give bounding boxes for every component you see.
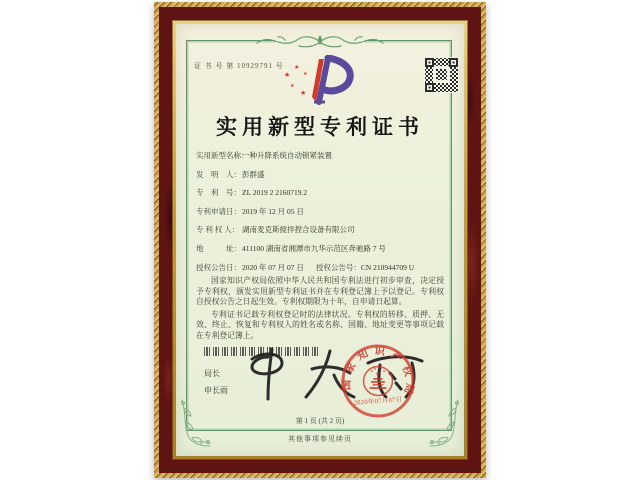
field-patentee <box>196 224 450 243</box>
legal-paragraph: 国家知识产权局依照中华人民共和国专利法进行初步审查，决定授予专利权，颁发实用新型专利证书并在专利登记簿上予以登记。专利权自授权公告之日起生效。专利权期限为十年，自申请日起算。 <box>196 276 444 307</box>
field-value: 湖南麦克斯搅拌捏合设备有限公司 <box>242 225 355 235</box>
svg-text:★: ★ <box>294 65 300 71</box>
field-label: 专 利 权 人： <box>196 225 240 235</box>
legal-text <box>196 276 444 344</box>
field-filing-date <box>196 206 450 225</box>
cnipa-patent-logo-icon <box>278 55 362 105</box>
field-patent-number <box>196 187 450 206</box>
seal-text: 国家知识产权局 <box>341 345 415 401</box>
frame-outer-gold-bead <box>154 2 486 478</box>
svg-text:★: ★ <box>290 84 295 89</box>
field-label: 专 利 号： <box>196 188 241 198</box>
field-value: 2020 年 07 月 07 日 <box>242 262 304 272</box>
field-label: 专利申请日： <box>196 206 241 216</box>
certificate-title: 实用新型专利证书 <box>216 115 424 139</box>
page-indicator: 第 1 页 (共 2 页) <box>295 417 345 425</box>
national-emblem-icon <box>364 367 393 396</box>
field-label: 授权公告号： <box>315 262 361 272</box>
frame-inner-gold-trim <box>172 20 468 460</box>
commissioner-name: 申长雨 <box>204 386 228 395</box>
field-value: 411100 湖南省湘潭市九华示范区奔驰路 7 号 <box>242 243 386 253</box>
field-value: ZL 2019 2 2160719.2 <box>242 188 308 198</box>
commissioner-title: 局长 <box>204 369 220 378</box>
patent-certificate-photo <box>154 2 486 478</box>
field-label: 发 明 人： <box>196 169 241 179</box>
certificate-fields <box>196 150 450 280</box>
frame-burgundy-wood <box>159 7 481 473</box>
field-label: 实用新型名称： <box>196 151 249 160</box>
field-inventor <box>196 169 450 188</box>
field-value: 一种升降系统自动锁紧装置 <box>242 151 332 160</box>
svg-text:★: ★ <box>374 371 381 378</box>
svg-text:★: ★ <box>284 71 291 79</box>
field-value: 彭群盛 <box>242 169 265 179</box>
field-label: 地 址： <box>196 243 241 253</box>
field-value: CN 210944709 U <box>360 262 415 272</box>
field-value: 2019 年 12 月 05 日 <box>242 206 304 216</box>
field-utility-model-name <box>196 150 450 169</box>
continuation-note: 其他事项参见续页 <box>288 435 352 443</box>
field-label: 授权公告日： <box>196 262 241 272</box>
certificate-number: 证 书 号 第 10929791 号 <box>194 62 284 70</box>
certificate-paper <box>176 24 464 456</box>
field-address <box>196 243 450 262</box>
svg-text:★: ★ <box>300 89 307 97</box>
official-seal <box>340 343 416 419</box>
qr-code-icon <box>424 57 459 93</box>
seal-date: 2020年07月07日 <box>353 396 403 407</box>
svg-text:★: ★ <box>303 72 308 77</box>
legal-paragraph: 专利证书记载专利权登记时的法律状况。专利权的转移、质押、无效、终止、恢复和专利权人的姓名或名称、国籍、地址变更等事项记载在专利登记簿上。 <box>196 309 444 340</box>
top-flourish-ornament <box>255 30 385 54</box>
